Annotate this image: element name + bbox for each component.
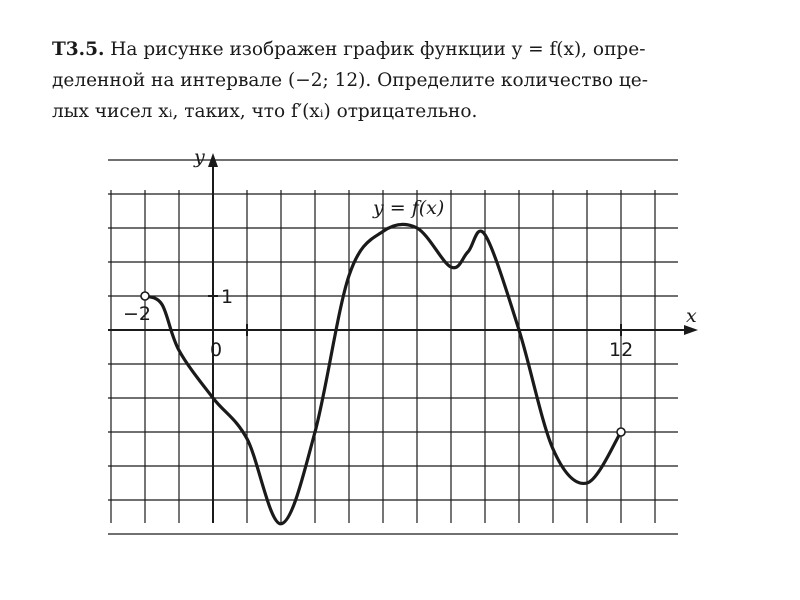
x-axis-label: x xyxy=(686,305,697,327)
problem-line-3: лых чисел xᵢ, таких, что f′(xᵢ) отрицательно. xyxy=(52,101,478,122)
curve-label: y = f(x) xyxy=(373,197,445,219)
ticks xyxy=(123,286,633,361)
tick-label-x-12: 12 xyxy=(609,339,634,361)
tick-label-origin: 0 xyxy=(210,339,223,361)
problem-number: Т3.5. xyxy=(52,39,105,60)
problem-line-2: деленной на интервале (−2; 12). Определите количество це- xyxy=(52,70,648,91)
problem-line-1-text: На рисунке изображен график функции y = f(x), опре- xyxy=(110,39,646,60)
tick-label-x-neg2: −2 xyxy=(123,303,152,325)
open-endpoint-end xyxy=(617,428,625,436)
tick-label-y-1: 1 xyxy=(221,286,234,308)
y-axis-label: y xyxy=(194,146,205,168)
open-endpoint-start xyxy=(141,292,149,300)
